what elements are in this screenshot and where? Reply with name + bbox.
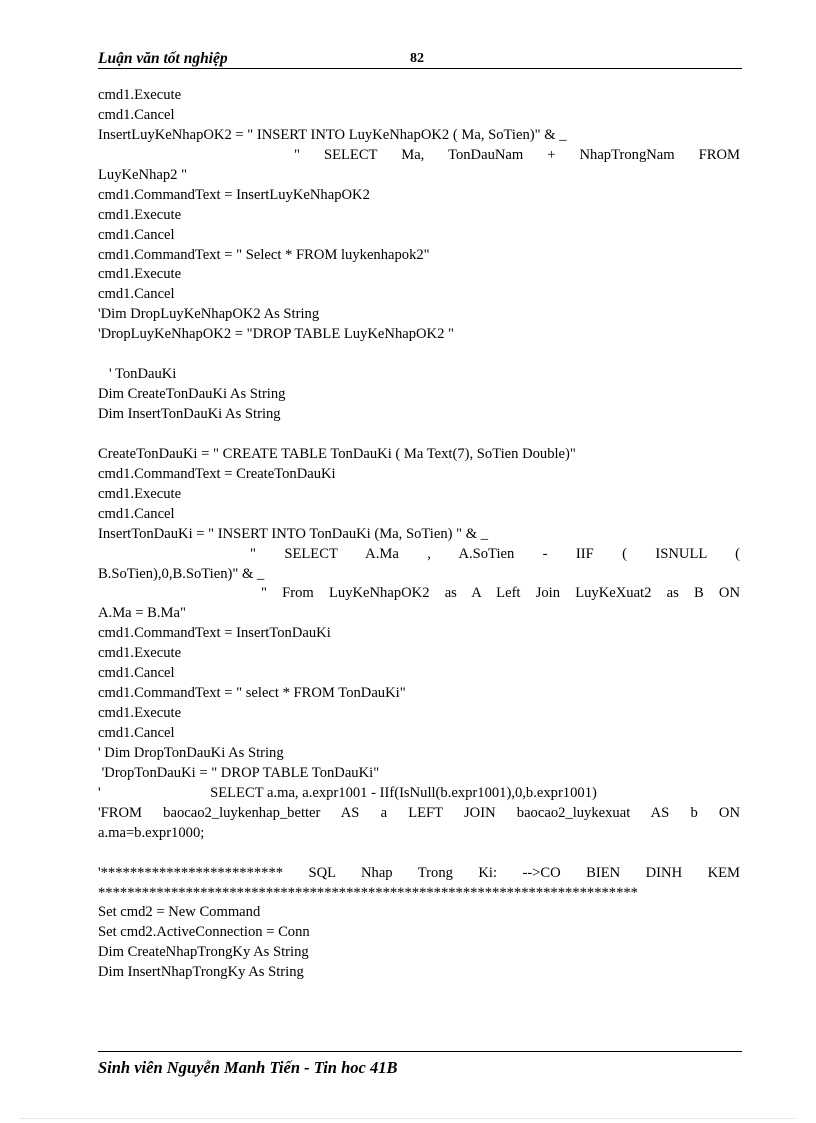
code-listing <box>98 86 740 983</box>
code-line: cmd1.Execute <box>98 485 182 502</box>
code-line: a.ma=b.expr1000; <box>98 824 205 841</box>
code-line: 'Dim DropLuyKeNhapOK2 As String <box>98 306 320 323</box>
code-line: cmd1.Execute <box>98 645 182 662</box>
code-line: 'DropTonDauKi = " DROP TABLE TonDauKi" <box>98 764 380 781</box>
code-line: cmd1.Cancel <box>98 106 175 123</box>
code-line: ' Dim DropTonDauKi As String <box>98 744 284 761</box>
code-line: CreateTonDauKi = " CREATE TABLE TonDauKi ( Ma Text(7), SoTien Double)" <box>98 445 576 462</box>
page-footer <box>98 1051 742 1077</box>
code-line: cmd1.Execute <box>98 87 182 103</box>
code-line: cmd1.CommandText = " select * FROM TonDauKi" <box>98 685 406 702</box>
code-line: cmd1.Execute <box>98 206 182 223</box>
code-line: A.Ma = B.Ma" <box>98 605 186 622</box>
code-line: cmd1.Cancel <box>98 286 175 303</box>
code-line: cmd1.CommandText = InsertLuyKeNhapOK2 <box>98 186 370 203</box>
footer-author: Sinh viên Nguyễn Manh Tiến - Tin hoc 41B <box>98 1058 398 1077</box>
code-line: cmd1.Execute <box>98 705 182 722</box>
code-line: cmd1.Cancel <box>98 505 175 522</box>
code-line: cmd1.CommandText = InsertTonDauKi <box>98 625 331 642</box>
code-line: cmd1.Cancel <box>98 226 175 243</box>
code-line: " SELECT A.Ma , A.SoTien - IIF ( ISNULL ( <box>250 545 740 562</box>
blank-line <box>98 844 740 864</box>
code-line: cmd1.CommandText = CreateTonDauKi <box>98 465 336 482</box>
code-line: LuyKeNhap2 " <box>98 166 188 183</box>
code-line: cmd1.CommandText = " Select * FROM luykenhapok2" <box>98 246 430 263</box>
page-bottom-rule <box>20 1118 796 1119</box>
code-line: Dim CreateTonDauKi As String <box>98 386 286 403</box>
code-line: Dim InsertTonDauKi As String <box>98 406 281 422</box>
code-line: Set cmd2 = New Command <box>98 904 261 921</box>
header-title: Luận văn tốt nghiệp <box>98 50 228 67</box>
code-line: InsertTonDauKi = " INSERT INTO TonDauKi (Ma, SoTien) " & _ <box>98 525 489 542</box>
blank-line <box>98 345 740 365</box>
code-line: Set cmd2.ActiveConnection = Conn <box>98 924 310 941</box>
code-line: ' SELECT a.ma, a.expr1001 - IIf(IsNull(b.expr1001),0,b.expr1001) <box>98 784 597 801</box>
code-line: 'DropLuyKeNhapOK2 = "DROP TABLE LuyKeNhapOK2 " <box>98 326 454 343</box>
code-line: Dim CreateNhapTrongKy As String <box>98 944 309 961</box>
page-number: 82 <box>410 51 424 66</box>
code-line: B.SoTien),0,B.SoTien)" & _ <box>98 565 265 582</box>
page-header <box>98 50 742 69</box>
code-line: Dim InsertNhapTrongKy As String <box>98 964 304 981</box>
code-line: " From LuyKeNhapOK2 as A Left Join LuyKeXuat2 as B ON <box>261 585 740 602</box>
code-line: InsertLuyKeNhapOK2 = " INSERT INTO LuyKeNhapOK2 ( Ma, SoTien)" & _ <box>98 126 567 143</box>
code-line: " SELECT Ma, TonDauNam + NhapTrongNam FROM <box>294 146 740 163</box>
code-line: ************************************************************************** <box>98 884 638 901</box>
code-line: 'FROM baocao2_luykenhap_better AS a LEFT JOIN baocao2_luykexuat AS b ON <box>98 804 740 821</box>
code-line: '************************* SQL Nhap Trong Ki: -->CO BIEN DINH KEM <box>98 864 740 881</box>
blank-line <box>98 425 740 445</box>
code-line: cmd1.Execute <box>98 266 182 283</box>
code-line: cmd1.Cancel <box>98 665 175 682</box>
code-line: ' TonDauKi <box>98 366 177 383</box>
code-line: cmd1.Cancel <box>98 725 175 741</box>
